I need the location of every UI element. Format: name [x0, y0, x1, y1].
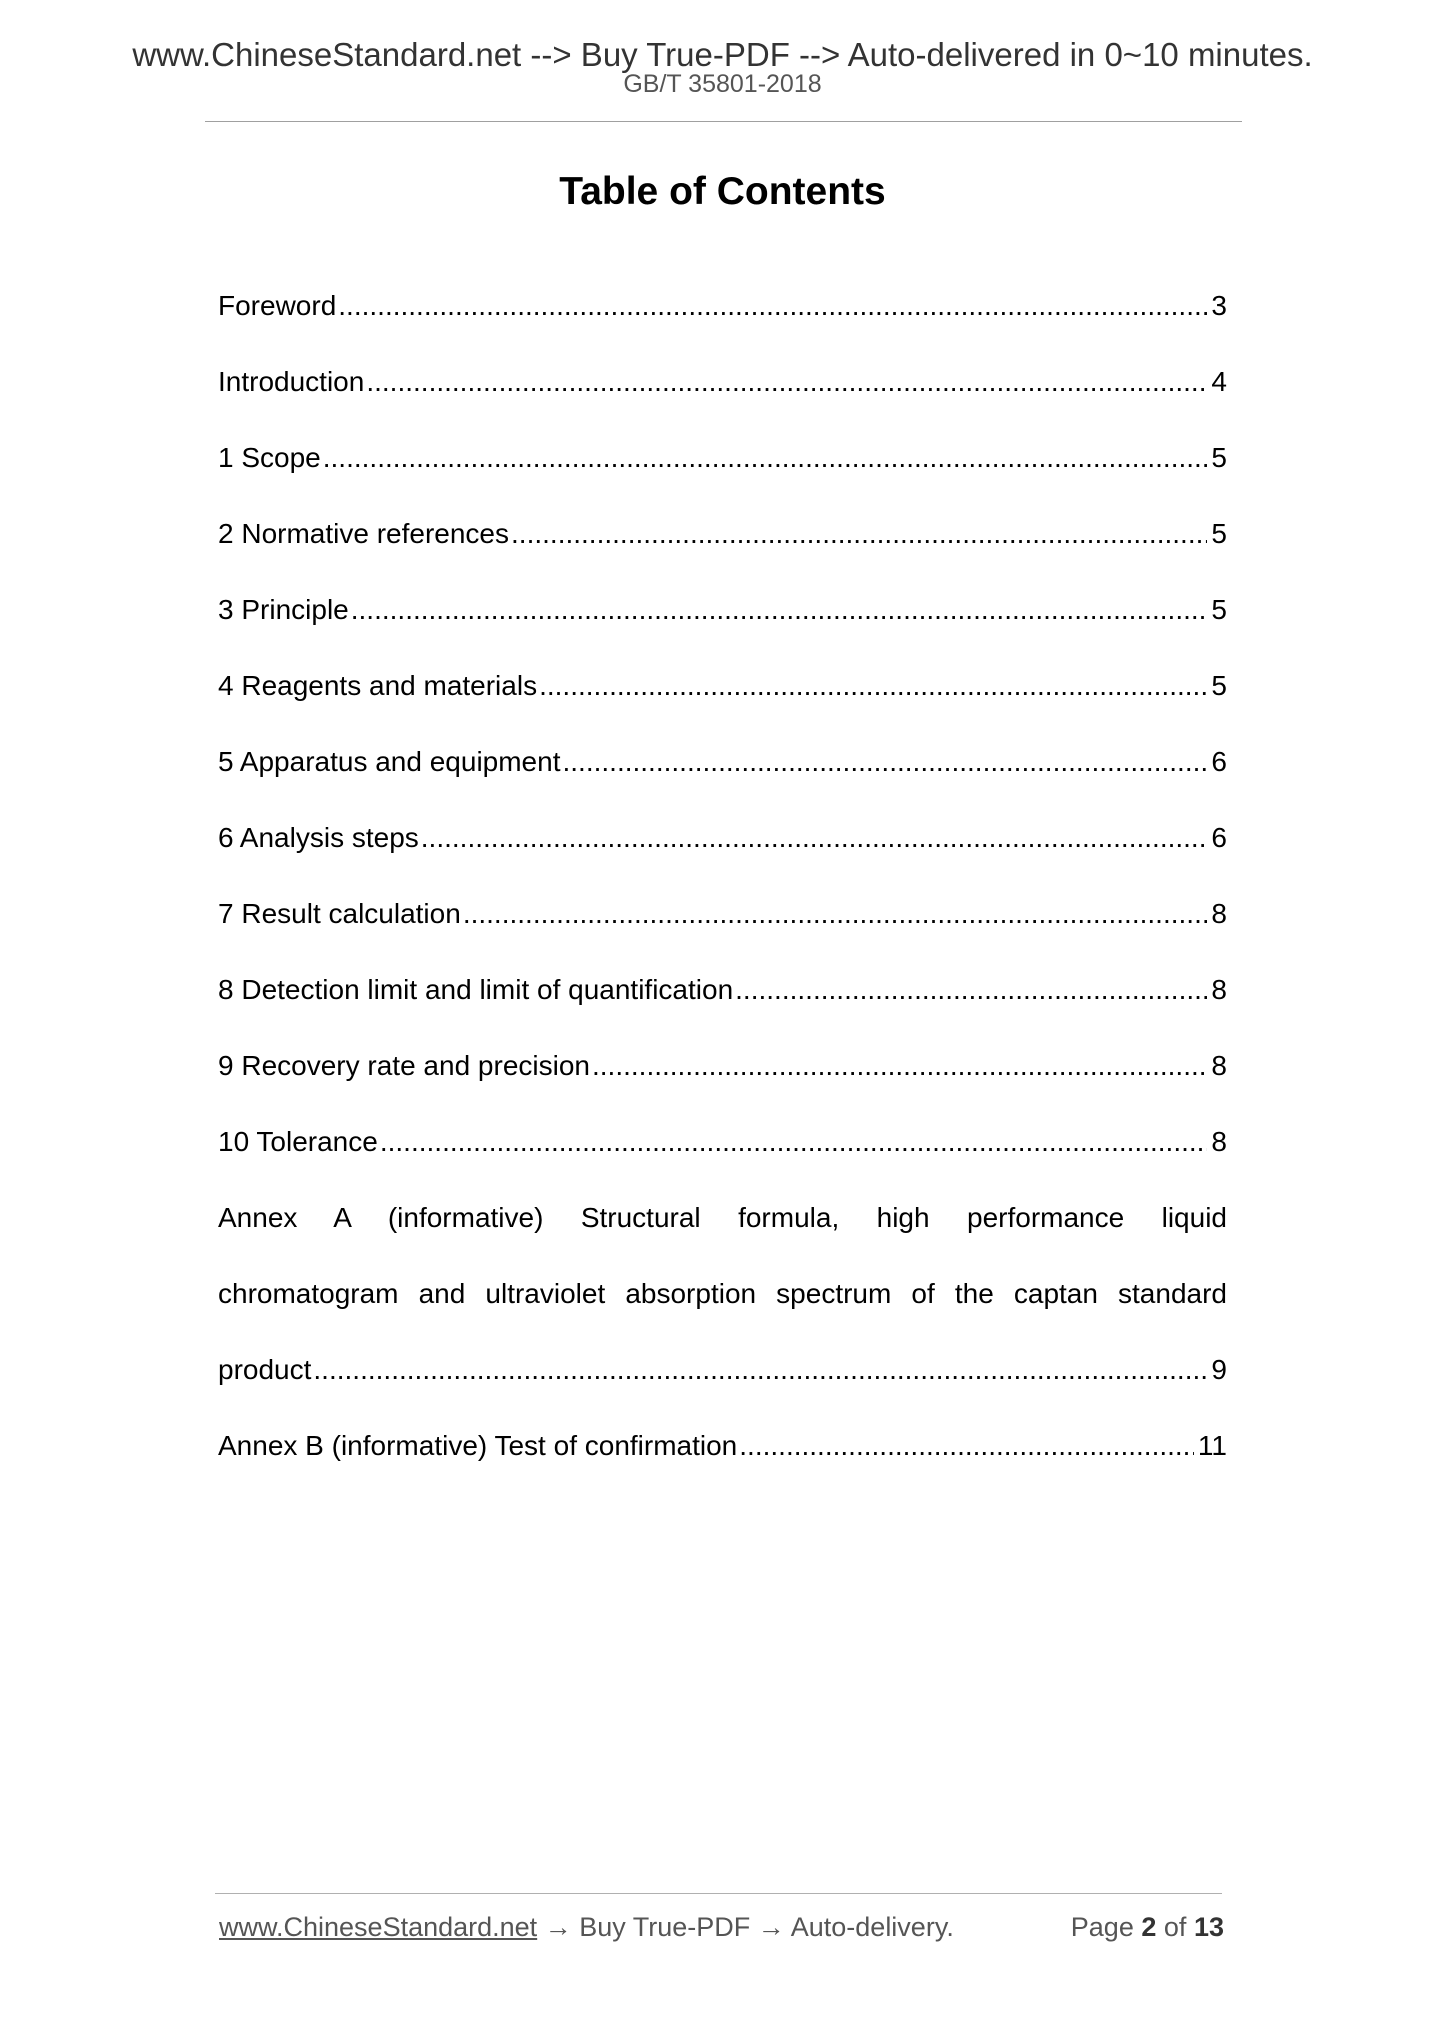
- toc-entry-page: 8: [1211, 1050, 1227, 1081]
- dot-leader: [539, 668, 1207, 704]
- toc-entry-page: 5: [1211, 442, 1227, 473]
- dot-leader: [313, 1352, 1207, 1388]
- toc-entry-label: 4 Reagents and materials: [218, 670, 538, 701]
- page-current: 2: [1141, 1912, 1157, 1942]
- dot-leader: [366, 364, 1207, 400]
- table-of-contents: [218, 288, 1227, 1504]
- toc-entry-label: 5 Apparatus and equipment: [218, 746, 561, 777]
- toc-entry-label-line: chromatogram and ultraviolet absorption spectrum of the captan standard: [218, 1278, 1227, 1309]
- toc-entry-label: 6 Analysis steps: [218, 822, 419, 853]
- header-divider: [205, 121, 1242, 122]
- dot-leader: [562, 744, 1207, 780]
- toc-entry-label-line: Annex A (informative) Structural formula, high performance liquid: [218, 1202, 1227, 1233]
- toc-entry-label: product: [218, 1354, 312, 1385]
- dot-leader: [463, 896, 1208, 932]
- toc-entry-apparatus-and-equipment[interactable]: [218, 744, 1227, 820]
- dot-leader: [338, 288, 1207, 324]
- toc-entry-page: 11: [1197, 1430, 1227, 1461]
- top-banner: www.ChineseStandard.net --> Buy True-PDF --> Auto-delivered in 0~10 minutes.: [132, 36, 1313, 73]
- toc-entry-principle[interactable]: [218, 592, 1227, 668]
- toc-entry-page: 5: [1211, 594, 1227, 625]
- toc-entry-normative-references[interactable]: [218, 516, 1227, 592]
- dot-leader: [739, 1428, 1194, 1464]
- toc-entry-label: 2 Normative references: [218, 518, 510, 549]
- toc-entry-label: 7 Result calculation: [218, 898, 461, 929]
- toc-entry-analysis-steps[interactable]: [218, 820, 1227, 896]
- toc-entry-label: 9 Recovery rate and precision: [218, 1050, 590, 1081]
- page-indicator: [1071, 1914, 1224, 1941]
- dot-leader: [735, 972, 1207, 1008]
- toc-entry-page: 6: [1211, 822, 1227, 853]
- dot-leader: [592, 1048, 1207, 1084]
- dot-leader: [421, 820, 1208, 856]
- page-word: Page: [1070, 1912, 1134, 1942]
- toc-entry-last-line: [218, 1352, 1227, 1428]
- toc-entry-page: 6: [1211, 746, 1227, 777]
- page-title: Table of Contents: [559, 170, 886, 213]
- footer: [219, 1914, 1224, 1941]
- dot-leader: [380, 1124, 1208, 1160]
- toc-entry-label: 1 Scope: [218, 442, 321, 473]
- toc-entry-result-calculation[interactable]: [218, 896, 1227, 972]
- footer-divider: [215, 1893, 1222, 1894]
- toc-entry-label: Foreword: [218, 290, 337, 321]
- page-of: of: [1163, 1912, 1187, 1942]
- toc-entry-page: 8: [1211, 974, 1227, 1005]
- toc-entry-page: 3: [1211, 290, 1227, 321]
- toc-entry-label: Annex B (informative) Test of confirmation: [218, 1430, 738, 1461]
- footer-website-link[interactable]: www.ChineseStandard.net: [219, 1912, 538, 1942]
- toc-entry-tolerance[interactable]: [218, 1124, 1227, 1200]
- toc-entry-label: Introduction: [218, 366, 365, 397]
- dot-leader: [323, 440, 1208, 476]
- toc-entry-page: 5: [1211, 518, 1227, 549]
- toc-entry-page: 8: [1211, 898, 1227, 929]
- toc-entry-introduction[interactable]: [218, 364, 1227, 440]
- toc-entry-annex-b[interactable]: [218, 1428, 1227, 1504]
- toc-entry-detection-limit[interactable]: [218, 972, 1227, 1048]
- toc-entry-recovery-rate[interactable]: [218, 1048, 1227, 1124]
- document-code: GB/T 35801-2018: [623, 70, 822, 98]
- page-total: 13: [1193, 1912, 1224, 1942]
- footer-tagline: → Buy True-PDF → Auto-delivery.: [537, 1912, 954, 1942]
- toc-entry-label: 8 Detection limit and limit of quantification: [218, 974, 734, 1005]
- toc-entry-page: 5: [1211, 670, 1227, 701]
- toc-entry-page: 4: [1211, 366, 1227, 397]
- dot-leader: [511, 516, 1207, 552]
- toc-entry-page: 8: [1211, 1126, 1227, 1157]
- toc-entry-label: 3 Principle: [218, 594, 349, 625]
- toc-entry-reagents-and-materials[interactable]: [218, 668, 1227, 744]
- toc-entry-label: 10 Tolerance: [218, 1126, 378, 1157]
- dot-leader: [351, 592, 1208, 628]
- toc-entry-page: 9: [1211, 1354, 1227, 1385]
- toc-entry-annex-a[interactable]: [218, 1200, 1227, 1428]
- toc-entry-foreword[interactable]: [218, 288, 1227, 364]
- toc-entry-scope[interactable]: [218, 440, 1227, 516]
